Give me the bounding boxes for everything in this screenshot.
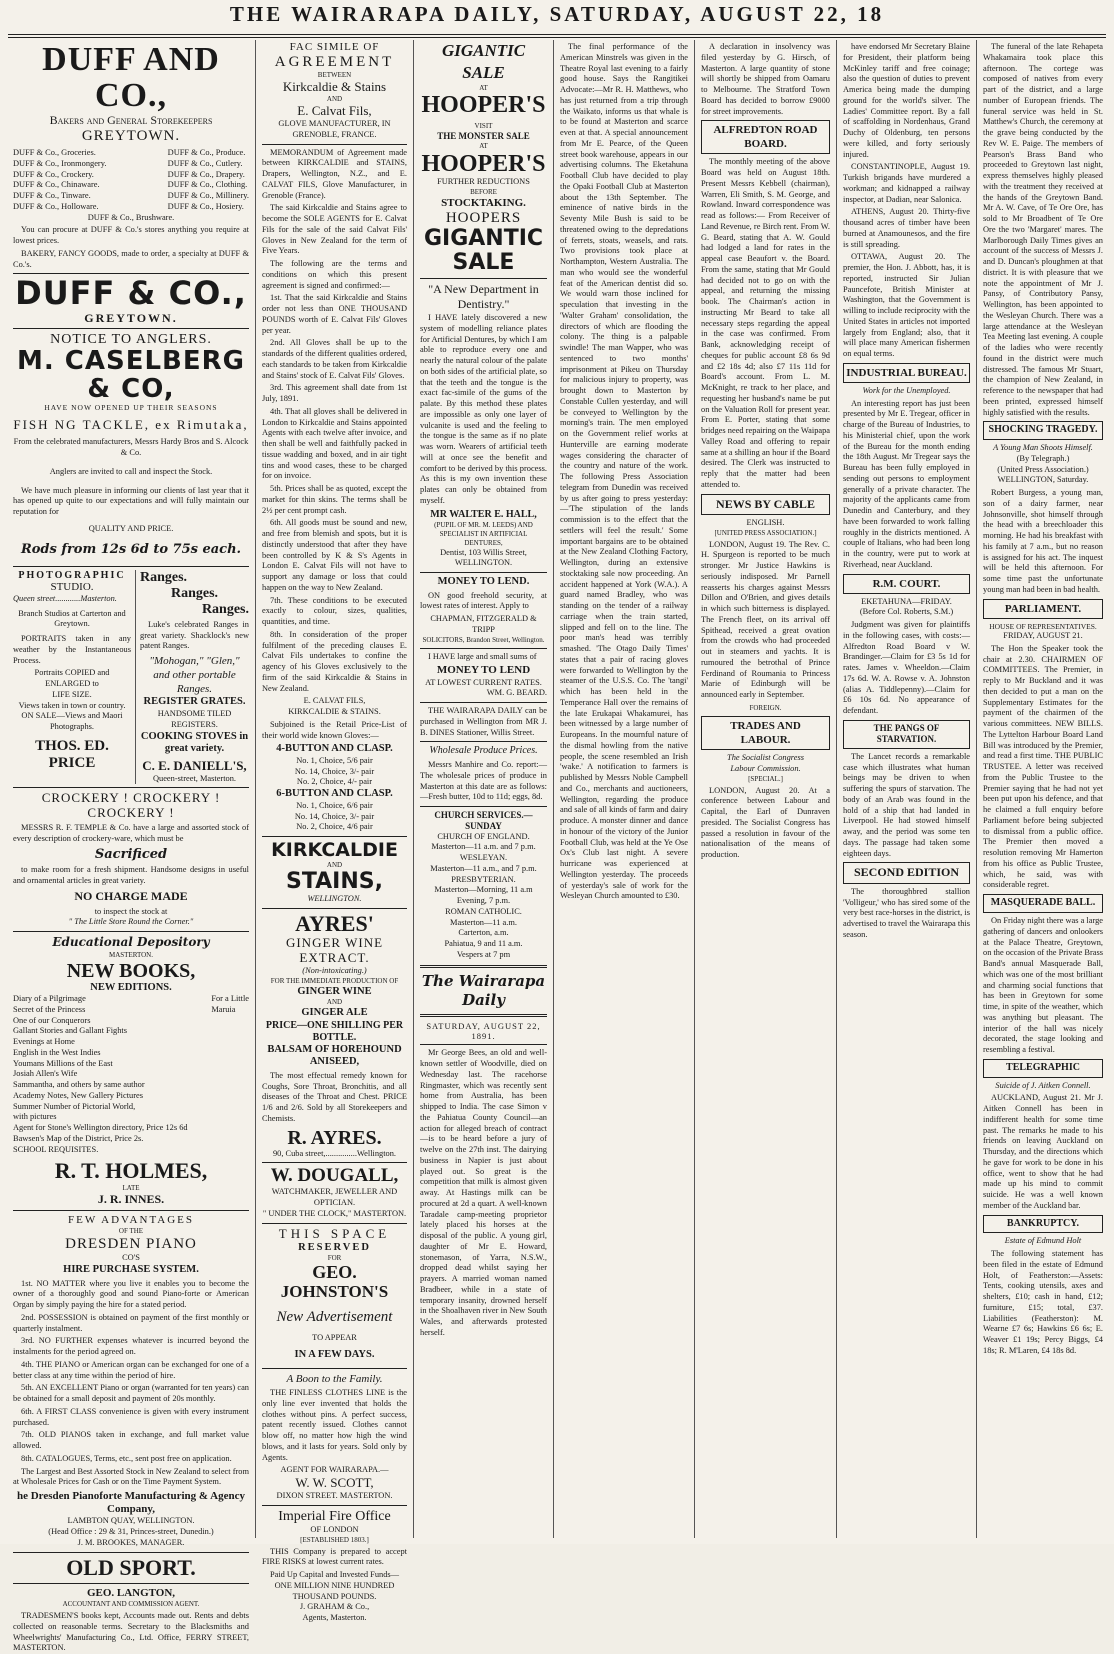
column-1: [8, 40, 254, 1653]
service-item: Masterton—11 a.m.: [450, 917, 517, 927]
telegraphic: TELEGRAPHIC: [983, 1059, 1103, 1078]
book-item: Josiah Allen's Wife: [13, 1069, 78, 1079]
duff-list-right: [168, 148, 249, 213]
suicide-text: AUCKLAND, August 21. Mr J. Aitken Connell has been in indifferent health for some time past. The remarks he made to his friends on leaving Auckland on Thursday, and the directions which he gave for work to be done in his office, went to show that he had made up his mind to commit suicide. He was a well known member of the Auckland bar.: [983, 1093, 1103, 1210]
hire-item: 4th. THE PIANO or American organ can be exchanged for one of a better class at any time within the period of hire.: [13, 1359, 249, 1380]
work-unemployed: Work for the Unemployed.: [862, 385, 951, 395]
kirk-wellington: WELLINGTON.: [307, 894, 362, 904]
hall-name: MR WALTER E. HALL,: [430, 508, 537, 520]
price-item: No. 2, Choice, 4/- pair: [296, 777, 373, 787]
fishing-tackle: FISH NG TACKLE, ex Rimutaka,: [13, 416, 249, 432]
duff-town: GREYTOWN.: [81, 127, 181, 144]
kirk-and: AND: [326, 860, 343, 869]
duff-lists: [13, 148, 249, 213]
ranges-block: Ranges. Ranges. Ranges. Luke's celebrated Ranges in great variety. Shacklock's new patent Ranges. "Mohogan," "Glen," and other portable Ranges. REGISTER GRATES. HANDSOME TILED REGISTERS. COOKING STOVES in great variety. C. E. DANIELL'S, Queen-street, Masterton.: [135, 570, 249, 785]
boon-text: THE FINLESS CLOTHES LINE is the only line ever invented that holds the clothes without pins. A perfect success, patent recently issued. Clothes cannot blow off, no matter how high the wind blows, and it lasts for years. Sold only by Agents.: [262, 1388, 407, 1462]
service-item: Pahiatua, 9 and 11 a.m.: [444, 939, 523, 949]
and: AND: [326, 95, 343, 104]
memo: MEMORANDUM of Agreement made between KIRKCALDIE and STAINS, Drapers, Wellington, N.Z., and E. CALVAT FILS, Glove Manufacturer, in Grenoble (France).: [262, 147, 407, 200]
second-edition: SECOND EDITION: [843, 862, 970, 883]
hoopers: HOOPER'S: [421, 92, 546, 119]
service-item: ROMAN CATHOLIC.: [445, 906, 522, 916]
glove-manufacturer: GLOVE MANUFACTURER, IN: [278, 119, 391, 129]
book-list-right: [211, 994, 249, 1155]
fac-simile: FAC SIMILE OF: [289, 41, 380, 53]
wairarapa-daily-notice: THE WAIRARAPA DAILY can be purchased in Wellington from MR J. B. DINES Stationer, Willis Street.: [420, 706, 547, 737]
duff-bakery: BAKERY, FANCY GOODS, made to order, a specialty at DUFF & Co.'s.: [13, 248, 249, 269]
imperial: Imperial Fire Office: [278, 1508, 391, 1524]
hoopers-3: HOOPERS: [445, 209, 522, 226]
sacrificed: Sacrificed: [94, 846, 168, 862]
column-divider: [976, 40, 977, 1538]
button-4: 4-BUTTON AND CLASP.: [276, 743, 393, 755]
book-item: English in the West Indies: [13, 1047, 101, 1057]
duff-brush: DUFF & Co., Brushware.: [87, 212, 175, 222]
caselberg-heading: M. CASELBERG & CO,: [17, 346, 245, 404]
term-item: 6th. All goods must be sound and new, and free from blemish and spots, but it is distinctly understood that after they have been controlled by K & S's Agents in London E. Calvat Fils will not have to support any damage or loss that could happen on the way to New Zealand.: [262, 518, 407, 592]
column-7: [978, 40, 1108, 1538]
service-item: Masterton—Morning, 11 a.m Evening, 7 p.m.: [434, 885, 533, 906]
brookes: J. M. BROOKES, MANAGER.: [77, 1537, 185, 1547]
solicitors: SOLICITORS, Brandon Street, Wellington.: [422, 635, 545, 644]
column-3: [415, 40, 552, 1538]
duff-text: You can procure at DUFF & Co.'s stores anything you require at lowest prices.: [13, 225, 249, 246]
head-office: (Head Office : 29 & 31, Princes-street, Dunedin.): [48, 1527, 214, 1537]
list-item: DUFF & Co., Chinaware.: [13, 180, 100, 190]
to-appear: TO APPEAR: [312, 1332, 357, 1342]
duff-title: DUFF AND CO.,: [42, 41, 220, 114]
nonintox: (Non-intoxicating.): [302, 965, 367, 975]
dresden-of: OF THE: [118, 1227, 144, 1236]
dresden-large: The Largest and Best Assorted Stock in New Zealand to select from at Wholesale Prices for Cash or on the Time Payment System.: [13, 1466, 249, 1487]
news-by-cable: NEWS BY CABLE: [701, 494, 830, 515]
ayres-name: R. AYRES.: [287, 1126, 382, 1149]
by-telegraph: (By Telegraph.): [1016, 453, 1070, 463]
button-6: 6-BUTTON AND CLASP.: [276, 788, 393, 800]
list-item: DUFF & Co., Clothing.: [167, 180, 248, 190]
between: BETWEEN: [317, 71, 352, 80]
list-item: DUFF & Co., Ironmongery.: [13, 158, 107, 168]
chapman: CHAPMAN, FITZGERALD & TRIPP: [430, 614, 537, 634]
few-days: IN A FEW DAYS.: [294, 1349, 375, 1361]
church-heading: CHURCH SERVICES.—SUNDAY: [434, 810, 533, 831]
scott: W. W. SCOTT,: [295, 1475, 374, 1491]
duff-town-2: GREYTOWN.: [84, 310, 178, 325]
price-item: No. 14, Choice, 3/- pair: [294, 811, 375, 821]
hall-sub: (PUPIL OF MR. M. LEEDS) AND SPECIALIST IN ARTIFICIAL DENTURES,: [434, 520, 533, 547]
service-item: Carterton, a.m.: [458, 928, 509, 938]
ginger-wine-2: GINGER WINE: [297, 985, 372, 997]
dresden-cos: CO'S: [122, 1253, 140, 1263]
book-item: SCHOOL REQUISITES.: [13, 1144, 99, 1154]
caselberg-sub: HAVE NOW OPENED UP THEIR SEASONS: [44, 402, 218, 412]
no-charge: NO CHARGE MADE: [74, 888, 188, 903]
new-advertisement: New Advertisement: [276, 1308, 393, 1325]
dougall-sub: WATCHMAKER, JEWELLER AND OPTICIAN.: [271, 1187, 398, 1208]
list-item: DUFF & Co., Drapery.: [167, 169, 245, 179]
agreement: AGREEMENT: [274, 54, 395, 71]
constantinople: CONSTANTINOPLE, August 19. Turkish brigands have murdered a workman; and kidnapped a railway inspector, at Dadian, near Salonica.: [843, 162, 970, 204]
money-to-lend: MONEY TO LEND.: [437, 576, 530, 588]
edu-heading: Educational Depository: [52, 935, 210, 950]
rm-text: Judgment was given for plaintiffs in the following cases, with costs:— Alfredton Road Board v W. Brandinger.—Claim for £3 5s 1d for rates. James v. Wheeldon.—Claim 17s 6d. W. A. Rowse v. A. Johnston (alias A. Tiddlepenny).—Claim for £6 10s 6d. No appearance of defendant.: [843, 620, 970, 716]
aniseed-text: The most effectual remedy known for Coughs, Sore Throat, Bronchitis, and all diseases of the Throat and Chest. PRICE 1/6 and 2/6. Sold by all Storekeepers and Chemists.: [262, 1070, 407, 1123]
term-item: 1st. That the said Kirkcaldie and Stains order not less than ONE THOUSAND POUNDS worth of E. Calvat Fils' Gloves per year.: [262, 293, 407, 335]
crockery-text: MESSRS R. F. TEMPLE & Co. have a large and assorted stock of every description of crockery-ware, which must be: [13, 823, 249, 844]
book-item: Academy Notes, New Gallery Pictures: [13, 1090, 144, 1100]
anglers-invite: Anglers are invited to call and inspect the Stock.: [49, 466, 213, 476]
socialist: The Socialist Congress: [727, 753, 804, 763]
pangs-text: The Lancet records a remarkable case which illustrates what human beings may be driven to when suffering the spurs of starvation. The body of an Arab was found in the hold of a ship that had landed in Liverpool. He had stowed himself away, and the period was some ten days. The passage had taken some eighteen days.: [843, 751, 970, 858]
caselberg-text: We have much pleasure in informing our clients of last year that it has opened up quite to our expectations and will fully maintain our reputation for: [13, 485, 249, 517]
and-ale: AND: [326, 998, 343, 1007]
book-item: Bawsen's Map of the District, Price 2s.: [13, 1133, 144, 1143]
langton-text: TRADESMEN'S books kept, Accounts made out. Rents and debts collected on reasonable terms. Secretary to the Blacksmiths and Wheelwrights' Manufacturing Co., Ltd. Office, FERRY STREET, MASTERTON.: [13, 1611, 249, 1653]
kirk-signature: KIRKCALDIE & STAINS.: [288, 707, 381, 717]
crockery-heading: CROCKERY ! CROCKERY ! CROCKERY !: [41, 790, 221, 821]
anglers-heading: NOTICE TO ANGLERS.: [50, 332, 212, 348]
list-item: DUFF & Co., Groceries.: [13, 148, 96, 158]
industrial-text: An interesting report has just been presented by Mr E. Tregear, officer in charge of the Bureau of Industries, to his Ministerial chief, upon the work of the Bureau for the month ending the 18th August. Mr Tregear says the Bureau has been fully employed in sending out persons to employment generally of a private character. The majority of the applicants came from Dunedin and Canterbury, and they have been forwarded to work falling roughly in the districts mentioned. A couple of Italians, who had been long in the country, were put to work at Riverhead, near Auckland.: [843, 398, 970, 569]
quality-price: QUALITY AND PRICE.: [88, 523, 174, 533]
shocking-tragedy: SHOCKING TRAGEDY.: [983, 421, 1103, 440]
graham: J. GRAHAM & Co.,: [299, 1602, 370, 1612]
term-item: 5th. Prices shall be as quoted, except the market for thin skins. The terms shall be 2½ per cent prompt cash.: [262, 484, 407, 515]
langton-name: GEO. LANGTON,: [86, 1586, 176, 1599]
old-sport: OLD SPORT.: [66, 1554, 196, 1580]
imperial-text: THIS Company is prepared to accept FIRE RISKS at lowest current rates.: [262, 1546, 407, 1567]
ginger-wine: GINGER WINE: [285, 935, 384, 951]
service-item: PRESBYTERIAN.: [451, 874, 516, 884]
book-item: Gallant Stories and Gallant Fights: [13, 1026, 127, 1036]
news-text: Mr George Bees, an old and well-known settler of Woodville, died on Wednesday last. The racehorse Ringmaster, which was recently sent home from Australia, has been shipped to India. The case Simon v the Pahiatua County Council—an action for alleged breach of contract—is to be heard before a jury of twelve on the 27th inst. The dairying business in Napier is just about played out. So great is the competition that milk is almost given away. At Hastings milk can be procured at 2d a quart. A well-known Taradale camp-meeting proprietor lately placed his horses at the disposal of the public. A young girl, daughter of Mr E. Howard, stonemason, of Yarra, N.S.W., dropped dead whilst saying her prayers. A married woman named Bradbeer, while in a state of temporary insanity, drowned herself in the Shoalhaven river in New South Wales, and afterwards protested herself.: [420, 1048, 547, 1337]
cable-text: LONDON, August 19. The Rev. C. H. Spurgeon is reported to be much stronger. Mr Justice Hawkins is seriously indisposed. Mr Parnell reasserts his charges against Messrs Dillon and O'Brien, and gives details in which such bitterness is displayed. The French fleet, on its arrival off Spithead, received a great ovation from the crowds who had proceeded out in steamers and yachts. It is rumoured the betrothal of Prince Ferdinand of Roumania to Princess Marie of Edinburgh will be announced early in September.: [701, 539, 830, 700]
paid-up: Paid Up Capital and Invested Funds—: [269, 1570, 400, 1580]
hire-item: 5th. AN EXCELLENT Piano or organ (warranted for ten years) can be obtained for a small deposit and payment of 20s monthly.: [13, 1383, 249, 1404]
masquerade-text: On Friday night there was a large gathering of dancers and onlookers at the Palace Theatre, Greytown, on the occasion of the Private Brass Band's annual Masquerade Ball, which was one of the most brilliant and charming social functions that has been in Greytown for some time, in spite of the weather, which was anything but pleasant. The interior of the hall was nicely decorated, the stage looking and resembling a festival.: [983, 916, 1104, 1055]
boon: A Boon to the Family.: [286, 1373, 383, 1386]
photo-block: [13, 570, 131, 785]
column-5: [696, 40, 835, 1538]
lowest-rates: AT LOWEST CURRENT RATES.: [425, 677, 542, 687]
innes-name: J. R. INNES.: [97, 1192, 165, 1207]
list-item: DUFF & Co., Produce.: [167, 148, 246, 158]
at: AT: [479, 83, 488, 92]
industrial-bureau: INDUSTRIAL BUREAU.: [843, 363, 970, 383]
subjoined: Subjoined is the Retail Price-List of their world wide known Gloves:—: [262, 719, 407, 740]
house: HOUSE OF REPRESENTATIVES.: [989, 621, 1097, 631]
book-item: Summer Number of Pictorial World,: [13, 1101, 136, 1111]
united-press: [UNITED PRESS ASSOCIATION.]: [714, 528, 817, 537]
column-4: [555, 40, 693, 1538]
paper-date: SATURDAY, AUGUST 22, 1891.: [426, 1021, 541, 1042]
dresden-piano: DRESDEN PIANO: [65, 1236, 197, 1253]
church-services: [420, 832, 547, 961]
column-divider: [694, 40, 695, 1538]
list-item: DUFF & Co., Millinery.: [167, 191, 249, 201]
wholesale-text: Messrs Manhire and Co. report:—The wholesale prices of produce in Masterton at this date are as follows:—Fresh butter, 10d to 11d; eggs, 8d.: [420, 760, 547, 802]
special: [SPECIAL.]: [748, 774, 783, 783]
for: FOR: [327, 1254, 342, 1263]
rm-court: R.M. COURT.: [843, 574, 970, 594]
masthead-rule: [8, 34, 1106, 35]
athens: ATHENS, August 20. Thirty-five thousand acres of timber have been burned at Anamounesos, and the fire is still spreading.: [843, 207, 970, 249]
list-item: DUFF & Co., Tinware.: [13, 191, 91, 201]
term-item: 7th. These conditions to be executed exactly to colour, sizes, qualities, quantities, and time.: [262, 595, 407, 627]
term-item: 4th. That all gloves shall be delivered in London to Kirkcaldie and Stains appointed Agents with each twelve after invoice, and then shall be well and faithfully packed in tissue wadding and boxed, and in air tight tins and wood cases, these to be charged for on invoice.: [262, 406, 407, 481]
geo: GEO.: [312, 1262, 357, 1283]
masthead-rule-2: [8, 37, 1106, 38]
dixon: DIXON STREET. MASTERTON.: [276, 1491, 393, 1501]
column-divider: [553, 40, 554, 1538]
list-item: DUFF & Co., Cutlery.: [167, 158, 243, 168]
ayres-heading: AYRES': [295, 910, 374, 936]
london: OF LONDON: [310, 1524, 359, 1534]
dentistry-text: I HAVE lately discovered a new system of modelling reliance plates for Artificial Dentures, by which I am able to reproduce every one and nearly the natural colour of the palate on both sides of the artificial plate, so that the teeth and the tongue is the exact fac-simile of the gums of the palate. By this method these plates are impossible as only one layer of vulcanite is used and the feeling to the tongue is the same as if no plate was worn. Wearers of artificial teeth will at once see the benefit and comfort to be derived by this process. As this is my own invention these plates can only be obtained from myself.: [420, 313, 547, 505]
before: BEFORE: [470, 187, 497, 196]
service-item: WESLEYAN.: [459, 853, 508, 863]
list-item: DUFF & Co., Hosiery.: [167, 201, 244, 211]
thousand: THOUSAND POUNDS.: [292, 1591, 377, 1601]
term-item: 8th. In consideration of the proper fulfilment of the preceding clauses E. Calvat Fils undertakes to confine the agency of his Gloves exclusively to the firm of the said Kirkcaldie & Stains in New Zealand.: [262, 629, 407, 693]
service-item: Masterton—11 a.m., and 7 p.m.: [430, 863, 537, 873]
book-item: Secret of the Princess: [13, 1004, 86, 1014]
photo-copied: Portraits COPIED and ENLARGED to: [34, 668, 110, 689]
duff-subtitle: Bakers and General Storekeepers: [49, 113, 213, 128]
column-5-intro: A declaration in insolvency was filed yesterday by G. Hirsch, of Masterton. A large quantity of stone will shortly be shipped from Oamaru to Melbourne. The Stratford Town Board has decided to borrow £9000 for street improvements.: [701, 42, 830, 116]
hire-item: 2nd. POSSESSION is obtained on payment of the first monthly or quarterly instalment.: [13, 1312, 249, 1333]
johnston: JOHNSTON'S: [280, 1281, 389, 1301]
parliament-text: The Hon the Speaker took the chair at 2.30. CHAIRMEN OF COMMITTEES. The Premier, in reply to Mr Buckland and it was then decided to put a man on the Supplementary Estimates for the payment of the chairmen of the various committees. NEW BILLS. The Lyttelton Harbour Board Land Bill was introduced by the Premier, and read a first time. THE PUBLIC TRUSTEE. A letter was received from the Public Trustee to the Premier saying that he had not yet been put upon his defence, and that he claimed a full enquiry before Parliament before being subjected to dismissal from a public office. The Premier then moved a resolution removing Mr Hamerton from his office as Public Trustee, which, he said, was with considerable regret.: [983, 643, 1103, 890]
have-large: I HAVE large and small sums of: [428, 651, 537, 661]
young-man: A Young Man Shoots Himself.: [993, 443, 1093, 453]
little-store: " The Little Store Round the Corner.": [68, 917, 194, 927]
book-list: [13, 994, 249, 1155]
list-item: DUFF & Co., Crockery.: [13, 169, 94, 179]
bankruptcy: BANKRUPTCY.: [983, 1215, 1103, 1234]
ottawa: OTTAWA, August 20. The premier, the Hon. J. Abbott, has, it is reported, instructed Sir Julian Pauncefote, British Minister at Washington, that the Government is willing to include reciprocity with the United States in articles not imported largely from England; also, that it will place many American fishermen on equal terms.: [843, 252, 970, 358]
calvat-signature: E. CALVAT FILS,: [303, 696, 366, 706]
parliament: PARLIAMENT.: [983, 599, 1103, 619]
edu-town: MASTERTON.: [109, 950, 153, 959]
column-4-text: The final performance of the American Minstrels was given in the Theatre Royal last evening to a fairly good house. Says the Rangitikei Advocate:—Mr R. H. Matthews, who has just returned from a trip through the Waikato, informs us that whale is to be found at Masterton and scarce even at that. A special announcement from Mr E. Pearce, of the Queen street book warehouse, appears in our advertising columns. The Eketahuna Football Club have decided to play the Opaki Football Club at Masterton about the 13th September. The eminence of native birds in the Seventy Mile Bush is said to be threatened owing to the depredations of ferrets, stoats, weasels, and rats. Two provisions took place at Northampton, Western Australia. The man who would see the wonderful feat of the American dentist did so. We would warn those inclined for speculation that investing in the 'Walter Graham' consolidation, the directors of which are flooding the colony. The thing is a palpable swindle! The man Wapper, who was sentenced to two months' imprisonment at Pikeu on Thursday for malicious injury to property, was brought down to Masterton by Constable Cullen yesterday, and will be conveyed to Wellington by the morning's train. The men employed on the Government relief works at Hunterville are earning moderate wages considering the character of the country and nature of the work. The following Press Association telegram from Dunedin was received by us after going to press yesterday:—'The stipulation of the lands commission is to the effect that the settlers will feel the result.' Some important bargains are to be obtained at the New Zealand Clothing Factory, Wellington, during an extensive stocktaking sale now proceeding. An accident happened at York (W.A.). A guard named Bradley, who was standing on the tender of a railway carriage when the train started, slipped and fell on to the line. The poor man's head was terribly smashed. 'The Otago Daily Times' states that a pair of racing gloves were forwarded to Wellington by the steamer of the U.S.S. Co. The 'tangi' which has been held in the Temperance Hall over the remains of the late Erukapai Whakamurei, has been witnessed by a large number of Europeans. In the mournful nature of the dismal howling from the native people, the scene resembled an Irish 'wake.' A notification to farmers is published by Messrs Noble Campbell and Co., merchants and auctioneers, Wellington, regarding the produce and sale of all kinds of farm and dairy produce. A monster dinner and dance in honour of the victory of the Junior Football Club, was held at the Ye Ose Ox's Club last night. A severe hurricane was experienced at Wellington yesterday. The proceeds of yesterday's sale of work for the Wesleyan Church amounted to £30.: [560, 42, 688, 901]
money-to-lend-2: MONEY TO LEND: [436, 664, 531, 677]
book-item: with pictures: [13, 1112, 57, 1122]
column-divider: [413, 40, 414, 1538]
hire-item: 8th. CATALOGUES, Terms, etc., sent post free on application.: [21, 1453, 232, 1463]
column-6-intro: have endorsed Mr Secretary Blaine for President, their platform being McKinley tariff and free coinage; also the question of duties to prevent America being made the dumping ground for the world's silver. The Ladies' Committee report. By a fall of scaffolding in Nordenhaus, Grand Duchy of Oldenburg, ten persons were killed, and forty seriously injured.: [843, 42, 970, 159]
trades-heading: TRADES AND LABOUR.: [701, 716, 830, 750]
before-roberts: (Before Col. Roberts, S.M.): [859, 607, 954, 617]
book-item: Maruia: [211, 1004, 236, 1014]
holmes-name: R. T. HOLMES,: [54, 1158, 208, 1184]
hire-purchase: HIRE PURCHASE SYSTEM.: [63, 1264, 199, 1276]
hire-item: 7th. OLD PIANOS taken in exchange, and full market value allowed.: [13, 1430, 249, 1451]
column-divider: [836, 40, 837, 1538]
photo-studio: STUDIO.: [50, 581, 94, 594]
balsam: BALSAM OF HOREHOUND: [267, 1043, 402, 1055]
service-item: CHURCH OF ENGLAND.: [437, 831, 530, 841]
friday: FRIDAY, AUGUST 21.: [1003, 631, 1083, 641]
memo-3: The following are the terms and conditions on which this present agreement is signed and confirmed:—: [262, 259, 407, 290]
photo-text: PORTRAITS taken in any weather by the Instantaneous Process.: [13, 634, 131, 665]
reserved: RESERVED: [298, 1241, 371, 1253]
price-name: THOS. ED. PRICE: [35, 737, 109, 772]
suicide: Suicide of J. Aitken Connell.: [995, 1080, 1091, 1090]
list-item: DUFF & Co., Holloware.: [13, 201, 99, 211]
langton-sub: ACCOUNTANT AND COMMISSION AGENT.: [62, 1600, 200, 1609]
gigantic-sale: GIGANTIC SALE: [441, 41, 526, 82]
price-list-1: [262, 756, 407, 788]
hire-item: 3rd. NO FURTHER expenses whatever is incurred beyond the instalments for the period agreed on.: [13, 1336, 249, 1357]
pangs-heading: THE PANGS OF STARVATION.: [843, 720, 970, 749]
photo-and-ranges: [13, 570, 249, 785]
hire-list: [13, 1279, 249, 1465]
price-list-2: [262, 801, 407, 833]
established: [ESTABLISHED 1803.]: [300, 1535, 369, 1544]
at-2: AT: [479, 141, 488, 150]
upa: (United Press Association.): [997, 464, 1089, 474]
price-shilling: PRICE—ONE SHILLING PER BOTTLE.: [265, 1019, 404, 1043]
new-editions: NEW EDITIONS.: [90, 981, 172, 993]
service-item: Masterton—11 a.m. and 7 p.m.: [431, 842, 536, 852]
agents: Agents, Masterton.: [302, 1613, 367, 1623]
term-item: 3rd. This agreement shall date from 1st July, 1891.: [262, 383, 407, 404]
extract: EXTRACT.: [299, 949, 370, 965]
dresden-company: he Dresden Pianoforte Manufacturing & Agency Company,: [16, 1490, 246, 1516]
new-books: NEW BOOKS,: [66, 959, 196, 982]
english: ENGLISH.: [746, 518, 785, 528]
photo-heading: PHOTOGRAPHIC: [18, 569, 126, 581]
service-item: Vespers at 7 pm: [456, 949, 511, 959]
aniseed: ANISEED,: [309, 1056, 360, 1068]
calvat: E. Calvat Fils,: [297, 103, 372, 119]
lambton: LAMBTON QUAY, WELLINGTON.: [67, 1516, 195, 1526]
alfredton-text: The monthly meeting of the above Board was held on August 18th. Present Messrs Kebbell (chairman), Warren, Eli Smith, S. M. George, and Rowland. Inward correspondence was read as follows:— From Receiver of Land Revenue, re Birch rent. From W. G. Beard, stating that A. W. Gould had lodged a land for rates in the appeal case Beaufort v. the Board. From the same, stating that Mr Gould had decided not to go on with the appeal, and returning the missing book. The Chairman's action in instructing Mr Beard to take all necessary steps regarding the appeal in the case was confirmed. From Bank, acknowledging receipt of cheques for public account £8 6s 9d and £2 18s 4d; also £7 11s 11d for Board's account. From L. M. McKnight, re track to her place, and requesting her husband's name be put on the Valuation Roll for present year. From E. Porter, stating that some bridges need repairing on the Waipapa Valley Road and offering to repair same at a shilling an hour if the Board desired. The Clerk was instructed to reply that the matter had been attended to.: [701, 157, 830, 489]
holmes-late: LATE: [122, 1183, 140, 1192]
shocking-text: Robert Burgess, a young man, son of a dairy farmer, near Johnsonville, shot himself through the head with a breechloader this morning. He had his breakfast with his family at 7 a.m., but no reason is assigned for his act. The inquest will be held this afternoon. For some time past the unfortunate young man had been in bad health.: [983, 488, 1103, 594]
rods-price: Rods from 12s 6d to 75s each.: [20, 541, 242, 557]
book-list-left: [13, 994, 188, 1155]
second-text: The thoroughbred stallion 'Volligeur,' who has sired some of the very best race-horses in the district, is advertised to travel the Wairarapa this season.: [843, 886, 970, 939]
photo-sale: ON SALE—Views and Maori Photographs.: [21, 711, 123, 732]
book-item: Youmans Millions of the East: [13, 1058, 113, 1068]
wellington-saturday: WELLINGTON, Saturday.: [997, 475, 1089, 485]
book-item: Agent for Stone's Wellington directory, Price 12s 6d: [13, 1123, 188, 1133]
ginger-ale: GINGER ALE: [301, 1007, 368, 1019]
stocktaking: STOCKTAKING.: [441, 196, 526, 209]
photo-size: LIFE SIZE.: [52, 689, 92, 699]
dresden-few: FEW ADVANTAGES: [67, 1213, 195, 1226]
foreign: FOREIGN.: [749, 703, 782, 712]
column-7-intro: The funeral of the late Rehapeta Whakamaira took place this afternoon. The cortege was composed of natives from every part of the district, and a large number of European friends. The funeral service was held in St. Matthew's Church, the ceremony at the grave being conducted by the Rev W. E. Paige. The members of Pearson's Brass Band who proceeded to Greytown last night, express themselves highly pleased with the treatment they received at the hands of the Greytown Band. Mr A. W. Cave, of Te Ore Ore, has sold to Mr Broadbent of Te Ore Ore the two 'Margaret' mares. The Marlborough Daily Times gives an account of the success of Messrs J. and D. Duncan's ploughmen at that district. It is with pleasure that we note the appointment of Mr J. Pansy, of Contributory Pansy, Wellington, has been appointed to the Wesleyan Church. There was a large attendance at the Wesleyan Tea Meeting last evening. A couple of the ladies who were recently found in the district were much distressed. The famous Mr Stuart, the champion of New Zealand, in reference to the newspaper that had been printed, expressed himself highly satisfied with the results.: [983, 42, 1103, 417]
for-production: FOR THE IMMEDIATE PRODUCTION OF: [270, 976, 399, 985]
trades-text: LONDON, August 20. At a conference between Labour and Capital, the Earl of Dunraven presided. The Socialist Congress has passed a resolution in favour of the nationalisation of the means of production.: [701, 785, 830, 860]
book-item: Evenings at Home: [13, 1037, 75, 1047]
price-item: No. 1, Choice, 5/6 pair: [296, 755, 373, 765]
hire-item: 1st. NO MATTER where you live it enables you to become the owner of a thoroughly good and sound Piano-forte or American Organ by simply paying the hire for a stated period.: [13, 1278, 249, 1310]
cuba-street: 90, Cuba street,...............Wellington.: [272, 1148, 397, 1158]
money-text: ON good freehold security, at lowest rates of interest. Apply to: [420, 590, 547, 611]
beard: WM. G. BEARD.: [486, 688, 547, 698]
masthead: THE WAIRARAPA DAILY, SATURDAY, AUGUST 22, 18: [229, 2, 885, 26]
duff-list-left: [13, 148, 106, 213]
further: FURTHER REDUCTIONS: [437, 176, 530, 186]
memo-2: The said Kirkcaldie and Stains agree to become the SOLE AGENTS for E. Calvat Fils for the sale of the said Calvat Fils' Gloves in New Zealand for the term of Five Years.: [262, 203, 407, 256]
gigantic-sale-2: GIGANTIC SALE: [423, 226, 544, 276]
hall-address: Dentist, 103 Willis Street, WELLINGTON.: [440, 547, 527, 568]
visit: VISIT: [474, 121, 493, 130]
price-item: No. 2, Choice, 4/6 pair: [296, 822, 373, 832]
book-item: For a Little: [211, 994, 249, 1004]
wholesale-heading: Wholesale Produce Prices.: [429, 745, 538, 757]
estate: Estate of Edmund Holt: [1004, 1236, 1082, 1246]
price-item: No. 14, Choice, 3/- pair: [294, 766, 375, 776]
column-divider: [255, 40, 256, 1538]
bankruptcy-text: The following statement has been filed in the estate of Edmund Holt, of Featherston:—Assets: Tents, cooking utensils, axes and shelters, £10; cash in hand, £12; furniture, £15; total, £37. Liabilities (Featherston): M. Wearne £7 6s; Hawkins £6 6s; E. Weaver £1 19s; Percy Biggs, £4 18s; R. M'Laren, £4 18s 8d.: [983, 1249, 1103, 1355]
book-item: Sammantha, and others by same author: [13, 1080, 145, 1090]
this-space: THIS SPACE: [278, 1225, 391, 1241]
dentistry: "A New Department in Dentistry.": [428, 282, 539, 311]
terms-list: [262, 293, 407, 694]
photo-street: Queen street............Masterton.: [13, 593, 117, 603]
commission: Labour Commission.: [730, 763, 801, 773]
eketahuna: EKETAHUNA—FRIDAY.: [861, 596, 952, 606]
one-million: ONE MILLION NINE HUNDRED: [274, 1580, 395, 1590]
kirk-stains: Kirkcaldie & Stains: [282, 79, 387, 95]
dougall: W. DOUGALL,: [270, 1165, 399, 1187]
fishing-from: From the celebrated manufacturers, Messrs Hardy Bros and S. Alcock & Co.: [13, 437, 249, 458]
grenoble: GRENOBLE, FRANCE.: [292, 129, 377, 139]
kirkcaldie: KIRKCALDIE: [271, 839, 398, 862]
inspect: to inspect the stock at: [94, 906, 168, 916]
paper-title: The Wairarapa Daily: [421, 971, 546, 1009]
book-item: One of our Conquerors: [13, 1015, 91, 1025]
agent-for: AGENT FOR WAIRARAPA.—: [280, 1465, 389, 1475]
hoopers-2: HOOPER'S: [421, 150, 546, 177]
under-clock: " UNDER THE CLOCK," MASTERTON.: [262, 1208, 407, 1218]
book-item: Diary of a Pilgrimage: [13, 994, 86, 1004]
stains: STAINS,: [286, 868, 383, 894]
column-6: [838, 40, 975, 1538]
monster-sale: THE MONSTER SALE: [437, 130, 530, 141]
photo-views: Views taken in town or country.: [18, 700, 126, 710]
column-2: [257, 40, 412, 1623]
sacrificed-text: to make room for a fresh shipment. Handsome designs in useful and ornamental articles in great variety.: [13, 865, 249, 886]
hire-item: 6th. A FIRST CLASS convenience is given with every instrument purchased.: [13, 1406, 249, 1427]
masquerade: MASQUERADE BALL.: [983, 894, 1103, 913]
alfredton-heading: ALFREDTON ROAD BOARD.: [701, 120, 830, 154]
duff-title-2: DUFF & CO.,: [15, 274, 247, 313]
term-item: 2nd. All Gloves shall be up to the standards of the different qualities ordered, each standards to be taken from Kirkcaldie and Stains' stock of E. Calvat Fils' Gloves.: [262, 338, 407, 380]
photo-branch: Branch Studios at Carterton and Greytown.: [18, 608, 126, 629]
price-item: No. 1, Choice, 6/6 pair: [296, 800, 373, 810]
